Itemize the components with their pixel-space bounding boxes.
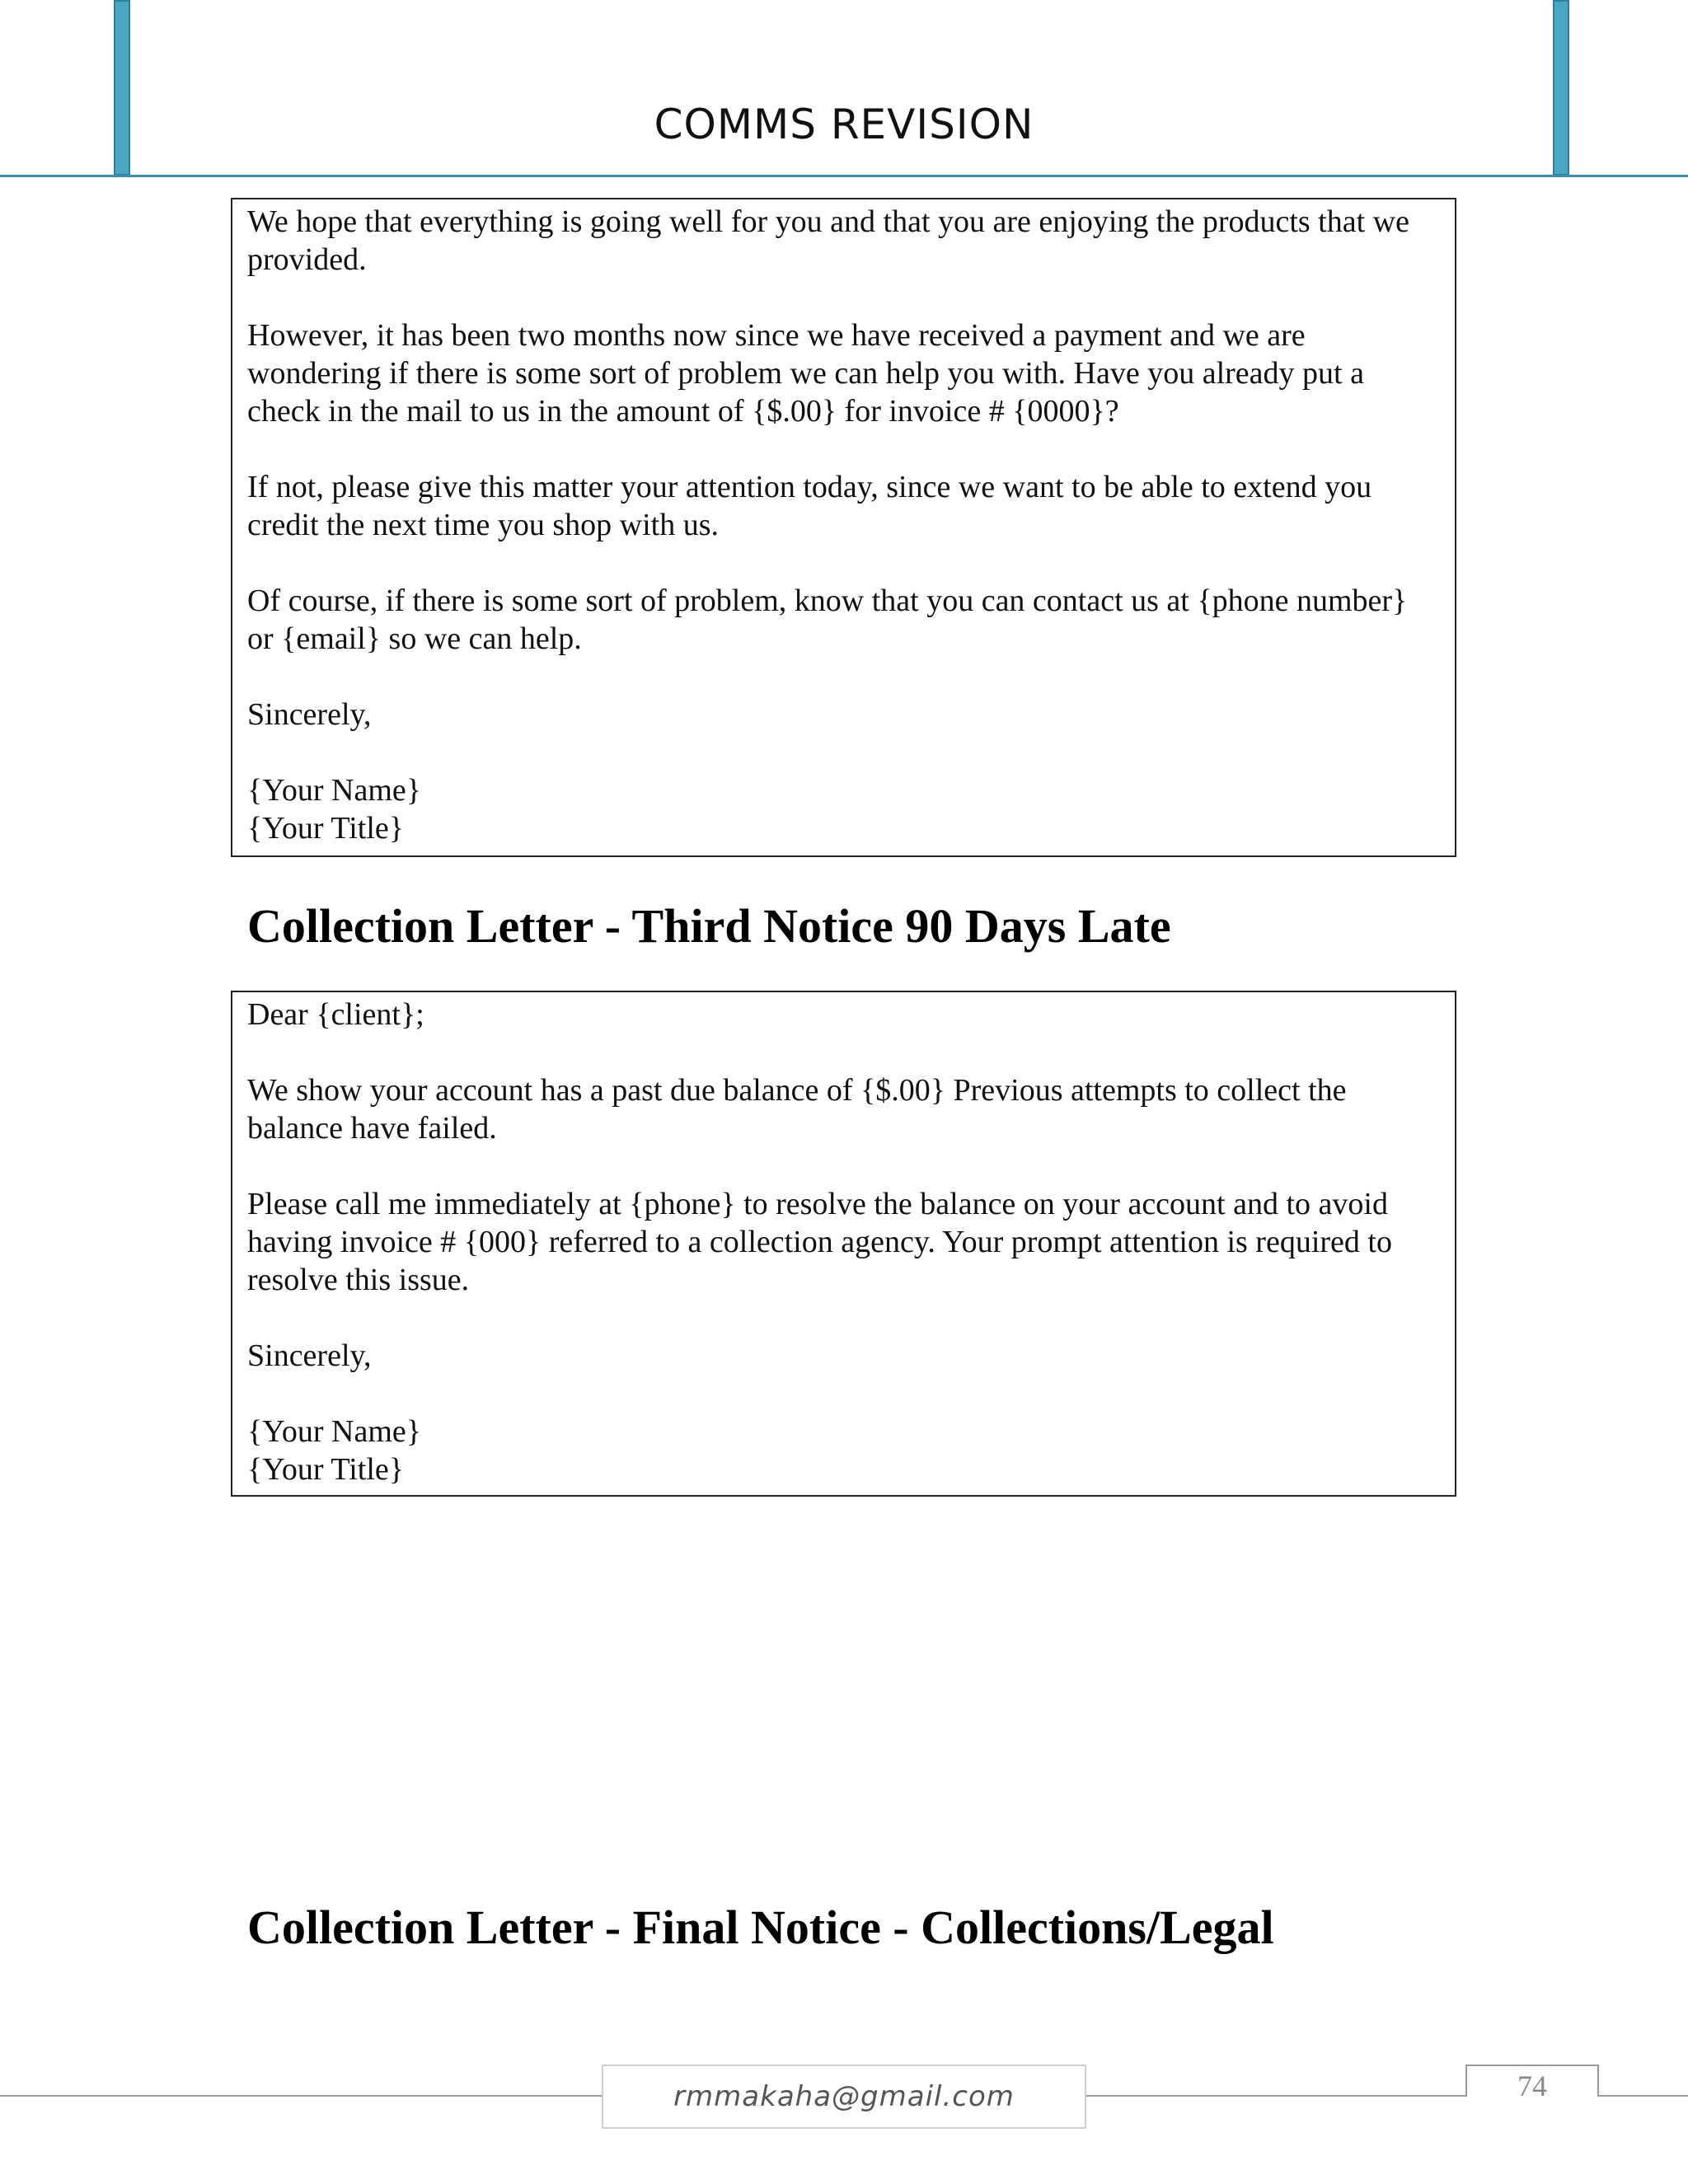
header-accent-bar-left bbox=[114, 0, 130, 176]
signature-title: {Your Title} bbox=[247, 1452, 404, 1487]
section-heading-final-notice: Collection Letter - Final Notice - Collections/Legal bbox=[247, 1900, 1274, 1954]
letter-closing: Sincerely, bbox=[247, 697, 372, 732]
letter-paragraph: We show your account has a past due balance of {$.00} Previous attempts to collect the balance have failed. bbox=[247, 1073, 1347, 1146]
letter-paragraph: If not, please give this matter your attention today, since we want to be able to extend you credit the next time you shop with us. bbox=[247, 470, 1372, 542]
footer-rule-middle bbox=[1086, 2095, 1465, 2097]
letter-salutation: Dear {client}; bbox=[247, 997, 424, 1032]
page-header-title: COMMS REVISION bbox=[654, 101, 1034, 148]
letter-paragraph: However, it has been two months now since we have received a payment and we are wondering if there is some sort of problem we can help you with. Have you already put a check in the mail to us in the amount of {$.00} for invoice # {0000}? bbox=[247, 318, 1364, 429]
letter-template-third-notice bbox=[231, 991, 1456, 1497]
header-accent-bar-right bbox=[1553, 0, 1569, 176]
header-rule bbox=[0, 175, 1688, 177]
footer-rule-left bbox=[0, 2095, 602, 2097]
footer-rule-right bbox=[1597, 2095, 1688, 2097]
letter-signature bbox=[247, 1413, 1440, 1488]
section-heading-third-notice: Collection Letter - Third Notice 90 Days Late bbox=[247, 899, 1171, 953]
letter-signature bbox=[247, 771, 1440, 847]
page-number: 74 bbox=[1517, 2069, 1547, 2102]
footer-email: rmmakaha@gmail.com bbox=[602, 2064, 1086, 2129]
letter-paragraph: Of course, if there is some sort of problem, know that you can contact us at {phone number} or {email} so we can help. bbox=[247, 583, 1408, 656]
letter-paragraph: We hope that everything is going well for you and that you are enjoying the products that we provided. bbox=[247, 204, 1409, 277]
signature-title: {Your Title} bbox=[247, 811, 404, 846]
letter-paragraph: Please call me immediately at {phone} to resolve the balance on your account and to avoid having invoice # {000} referred to a collection agency. Your prompt attention is required to resolve this issue. bbox=[247, 1187, 1392, 1297]
letter-closing: Sincerely, bbox=[247, 1338, 372, 1373]
signature-name: {Your Name} bbox=[247, 773, 422, 808]
letter-template-second-notice bbox=[231, 198, 1456, 857]
signature-name: {Your Name} bbox=[247, 1414, 422, 1449]
